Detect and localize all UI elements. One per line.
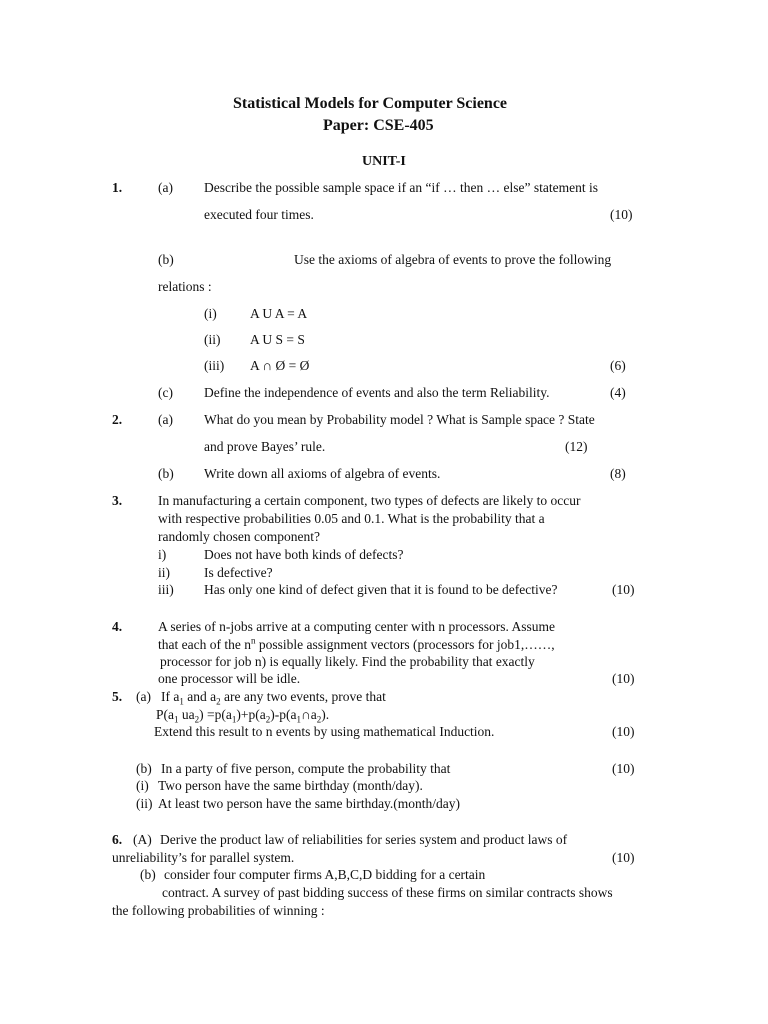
q5-number: 5. <box>112 689 123 704</box>
q2b-marks: (8) <box>610 466 626 481</box>
q4-marks: (10) <box>612 671 635 686</box>
q1b-text-line2: relations : <box>158 279 212 294</box>
q1b-item-label: (ii) <box>204 332 221 347</box>
q5a-text-line3: Extend this result to n events by using mathematical Induction. <box>154 724 495 739</box>
q3-item-text: Is defective? <box>204 565 273 580</box>
q2b-text: Write down all axioms of algebra of events. <box>204 466 441 481</box>
q1b-item-label: (i) <box>204 306 217 321</box>
q6a-text-line1: Derive the product law of reliabilities for series system and product laws of <box>160 832 568 847</box>
q3-number: 3. <box>112 493 123 508</box>
q1a-label: (a) <box>158 180 173 195</box>
q6-number: 6. <box>112 832 123 847</box>
q6a-marks: (10) <box>612 850 635 865</box>
course-title: Statistical Models for Computer Science <box>233 95 508 112</box>
q1a-marks: (10) <box>610 207 633 222</box>
paper-code: Paper: CSE-405 <box>323 117 434 134</box>
q4-text-line1: A series of n-jobs arrive at a computing center with n processors. Assume <box>158 619 556 634</box>
q1b-item-text: A U S = S <box>250 332 305 347</box>
q3-text-line: with respective probabilities 0.05 and 0.1. What is the probability that a <box>158 511 545 526</box>
q3-text-line: In manufacturing a certain component, two types of defects are likely to occur <box>158 493 581 508</box>
q4-text-line3: processor for job n) is equally likely. Find the probability that exactly <box>160 654 535 669</box>
q2a-text-line1: What do you mean by Probability model ? What is Sample space ? State <box>204 412 595 427</box>
q1a-text-line1: Describe the possible sample space if an “if … then … else” statement is <box>204 180 598 195</box>
q3-text-line: randomly chosen component? <box>158 529 320 544</box>
q1b-item-text: A U A = A <box>250 306 308 321</box>
q2b-label: (b) <box>158 466 174 481</box>
q1c-label: (c) <box>158 385 173 400</box>
q5b-marks: (10) <box>612 761 635 776</box>
q5b-item-text: At least two person have the same birthday.(month/day) <box>158 796 461 811</box>
q1b-text-line1: Use the axioms of algebra of events to prove the following <box>294 252 612 267</box>
q5b-label: (b) <box>136 761 152 776</box>
q3-item-label: ii) <box>158 565 170 580</box>
q2a-label: (a) <box>158 412 173 427</box>
q4-text-line2: that each of the $n^n$ possible assignment vectors (processors for job1,……, <box>158 635 555 652</box>
q3-item-label: i) <box>158 547 167 562</box>
q1a-text-line2: executed four times. <box>204 207 314 222</box>
q3-item-text: Has only one kind of defect given that it is found to be defective? <box>204 582 558 597</box>
q4-number: 4. <box>112 619 123 634</box>
q4-text-line4: one processor will be idle. <box>158 671 301 686</box>
q6b-text-line1: consider four computer firms A,B,C,D bidding for a certain <box>164 867 486 882</box>
q3-item-text: Does not have both kinds of defects? <box>204 547 404 562</box>
q2a-marks: (12) <box>565 439 588 454</box>
q1c-text: Define the independence of events and also the term Reliability. <box>204 385 550 400</box>
q1-number: 1. <box>112 180 123 195</box>
q1b-item-text: A ∩ Ø = Ø <box>250 358 310 373</box>
q5b-item-label: (ii) <box>136 796 153 811</box>
q6b-text-line3: the following probabilities of winning : <box>112 903 325 918</box>
q6a-label: (A) <box>133 832 152 847</box>
q1b-marks: (6) <box>610 358 626 373</box>
q2-number: 2. <box>112 412 123 427</box>
q6a-text-line2: unreliability’s for parallel system. <box>112 850 295 865</box>
q5a-formula: $P(a_1$ $ua_2$) $=p(a_1)+p(a_2)-p(a_1\cap a_2)$. <box>156 707 330 725</box>
q5a-text-line1: If $a_1$ and $a_2$ are any two events, prove that <box>161 689 386 707</box>
q5b-text-line1: In a party of five person, compute the probability that <box>161 761 451 776</box>
q5a-marks: (10) <box>612 724 635 739</box>
q2a-text-line2: and prove Bayes’ rule. <box>204 439 326 454</box>
q5a-label: (a) <box>136 689 151 704</box>
q3-marks: (10) <box>612 582 635 597</box>
q1c-marks: (4) <box>610 385 626 400</box>
q1b-label: (b) <box>158 252 174 267</box>
q1b-item-label: (iii) <box>204 358 225 373</box>
q5b-item-label: (i) <box>136 778 149 793</box>
unit-heading: UNIT-I <box>362 154 406 169</box>
q5b-item-text: Two person have the same birthday (month/day). <box>158 778 423 793</box>
q6b-text-line2: contract. A survey of past bidding success of these firms on similar contracts shows <box>162 885 613 900</box>
q6b-label: (b) <box>140 867 156 882</box>
q3-item-label: iii) <box>158 582 174 597</box>
